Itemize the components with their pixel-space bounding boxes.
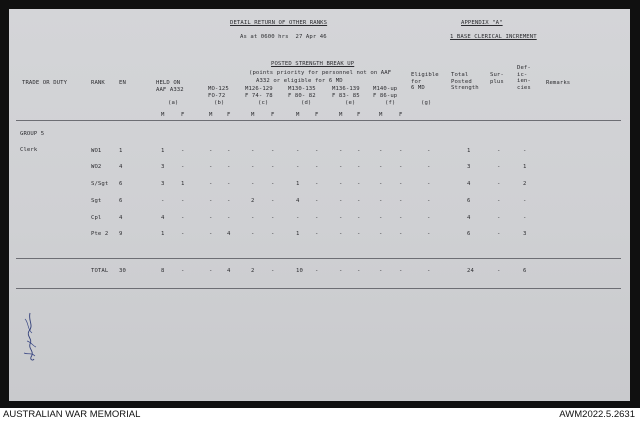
breakdown-sub2: A332 or eligible for 6 MD [256, 78, 343, 84]
rank-cell: Pte 2 [91, 231, 109, 237]
col-e-tag: (e) [345, 100, 356, 106]
document-sheet [9, 9, 630, 401]
value-cell: - [251, 231, 255, 237]
value-cell: - [379, 231, 383, 237]
value-cell: - [357, 148, 361, 154]
value-cell: - [379, 198, 383, 204]
total-value-cell: - [399, 268, 403, 274]
total-posted-cell: 3 [467, 164, 471, 170]
surplus-cell: - [497, 231, 501, 237]
deficiency-cell: - [523, 215, 527, 221]
mf-subheader-f: F [315, 112, 319, 118]
total-posted-cell: 1 [467, 148, 471, 154]
deficiency-cell: 1 [523, 164, 527, 170]
value-cell: 1 [296, 231, 300, 237]
total-value-cell: - [339, 268, 343, 274]
breakdown-sub1: (points priority for personnel not on AAF [249, 70, 392, 76]
value-cell: - [181, 198, 185, 204]
total-posted-cell: 6 [467, 231, 471, 237]
value-cell: - [357, 215, 361, 221]
col-held-tag: (a) [168, 100, 179, 106]
mf-subheader-f: F [357, 112, 361, 118]
total-value-cell: - [427, 268, 431, 274]
total-value-cell: 4 [227, 268, 231, 274]
value-cell: - [379, 148, 383, 154]
col-c-tag: (c) [258, 100, 269, 106]
col-f: M140-up F 86-up [373, 86, 398, 99]
handwritten-signature [21, 311, 43, 363]
value-cell: 1 [181, 181, 185, 187]
footer-institution: AUSTRALIAN WAR MEMORIAL [3, 409, 141, 420]
value-cell: - [339, 148, 343, 154]
en-cell: 6 [119, 198, 123, 204]
surplus-cell: - [497, 164, 501, 170]
value-cell: - [227, 198, 231, 204]
value-cell: - [379, 215, 383, 221]
col-en: EN [119, 80, 126, 86]
value-cell: - [271, 198, 275, 204]
value-cell: - [181, 164, 185, 170]
value-cell: - [209, 231, 213, 237]
value-cell: - [399, 231, 403, 237]
total-deficiency: 6 [523, 268, 527, 274]
col-surplus: Sur- plus [490, 72, 504, 85]
rank-cell: Sgt [91, 198, 102, 204]
value-cell: 1 [296, 181, 300, 187]
total-value-cell: - [315, 268, 319, 274]
value-cell: - [315, 198, 319, 204]
mf-subheader-f: F [399, 112, 403, 118]
value-cell: 3 [161, 181, 165, 187]
value-cell: - [209, 181, 213, 187]
col-b: MO-125 FO-72 [208, 86, 229, 99]
mf-subheader-f: F [271, 112, 275, 118]
value-cell: - [339, 231, 343, 237]
value-cell: 2 [251, 198, 255, 204]
value-cell: - [339, 215, 343, 221]
mf-subheader-m: M [339, 112, 343, 118]
value-cell: - [315, 148, 319, 154]
total-surplus: - [497, 268, 501, 274]
value-cell: - [315, 215, 319, 221]
col-c: M126-129 F 74- 78 [245, 86, 273, 99]
col-remarks: Remarks [546, 80, 571, 86]
total-value-cell: - [357, 268, 361, 274]
value-cell: - [296, 215, 300, 221]
breakdown-title: POSTED STRENGTH BREAK UP [271, 61, 355, 67]
rank-cell: S/Sgt [91, 181, 109, 187]
value-cell: - [379, 181, 383, 187]
mf-subheader-f: F [181, 112, 185, 118]
total-posted-cell: 4 [467, 181, 471, 187]
value-cell: - [399, 215, 403, 221]
value-cell: 4 [161, 215, 165, 221]
rank-cell: WO1 [91, 148, 102, 154]
col-eligible-tag: (g) [421, 100, 432, 106]
total-value-cell: - [379, 268, 383, 274]
value-cell: - [427, 231, 431, 237]
mf-subheader-f: F [227, 112, 231, 118]
archive-footer [0, 408, 640, 421]
surplus-cell: - [497, 198, 501, 204]
value-cell: - [227, 164, 231, 170]
col-total-posted: Total Posted Strength [451, 72, 479, 91]
value-cell: - [399, 164, 403, 170]
value-cell: 4 [227, 231, 231, 237]
appendix-label: APPENDIX "A" [461, 20, 503, 26]
as-at-date: As at 0600 hrs 27 Apr 46 [240, 34, 327, 40]
value-cell: - [427, 215, 431, 221]
deficiency-cell: 3 [523, 231, 527, 237]
en-cell: 4 [119, 215, 123, 221]
col-e: M136-139 F 83- 85 [332, 86, 360, 99]
value-cell: - [357, 198, 361, 204]
value-cell: 3 [161, 164, 165, 170]
value-cell: - [427, 148, 431, 154]
total-value-cell: - [181, 268, 185, 274]
col-rank: RANK [91, 80, 105, 86]
total-rule-bottom [16, 288, 621, 289]
value-cell: - [339, 164, 343, 170]
mf-subheader-m: M [379, 112, 383, 118]
total-value-cell: - [271, 268, 275, 274]
en-cell: 1 [119, 148, 123, 154]
en-cell: 9 [119, 231, 123, 237]
value-cell: - [339, 181, 343, 187]
value-cell: - [427, 164, 431, 170]
col-d: M130-135 F 80- 82 [288, 86, 316, 99]
value-cell: - [181, 231, 185, 237]
surplus-cell: - [497, 215, 501, 221]
mf-subheader-m: M [251, 112, 255, 118]
en-cell: 6 [119, 181, 123, 187]
mf-subheader-m: M [161, 112, 165, 118]
value-cell: - [315, 181, 319, 187]
col-deficiencies: Def- ic- ien- cies [517, 65, 531, 91]
total-value-cell: 2 [251, 268, 255, 274]
total-value-cell: 8 [161, 268, 165, 274]
deficiency-cell: - [523, 148, 527, 154]
value-cell: 1 [161, 148, 165, 154]
value-cell: - [209, 148, 213, 154]
value-cell: - [271, 231, 275, 237]
total-label: TOTAL [91, 268, 109, 274]
value-cell: - [251, 148, 255, 154]
col-d-tag: (d) [301, 100, 312, 106]
total-en-cell: 30 [119, 268, 126, 274]
rank-cell: WO2 [91, 164, 102, 170]
value-cell: - [296, 164, 300, 170]
value-cell: - [271, 148, 275, 154]
value-cell: - [399, 198, 403, 204]
total-posted-cell: 6 [467, 198, 471, 204]
value-cell: - [227, 215, 231, 221]
value-cell: - [271, 181, 275, 187]
value-cell: - [427, 181, 431, 187]
value-cell: - [271, 164, 275, 170]
value-cell: - [339, 198, 343, 204]
group-label: GROUP 5 [20, 131, 45, 137]
value-cell: 1 [161, 231, 165, 237]
deficiency-cell: - [523, 198, 527, 204]
col-f-tag: (f) [385, 100, 396, 106]
unit-name: 1 BASE CLERICAL INCREMENT [450, 34, 537, 40]
value-cell: - [209, 198, 213, 204]
value-cell: - [427, 198, 431, 204]
col-b-tag: (b) [214, 100, 225, 106]
value-cell: - [271, 215, 275, 221]
value-cell: - [227, 148, 231, 154]
mf-subheader-m: M [296, 112, 300, 118]
document-title: DETAIL RETURN OF OTHER RANKS [230, 20, 328, 26]
col-eligible: Eligible for 6 MD [411, 72, 439, 91]
value-cell: - [357, 164, 361, 170]
total-value-cell: 10 [296, 268, 303, 274]
value-cell: - [296, 148, 300, 154]
total-value-cell: - [209, 268, 213, 274]
trade-label: Clerk [20, 147, 38, 153]
col-trade: TRADE OR DUTY [22, 80, 68, 86]
total-posted-total: 24 [467, 268, 474, 274]
col-held-on: HELD ON AAF A332 [156, 80, 184, 93]
value-cell: - [315, 231, 319, 237]
value-cell: - [209, 164, 213, 170]
footer-accession-id: AWM2022.5.2631 [559, 409, 635, 420]
value-cell: - [161, 198, 165, 204]
value-cell: - [357, 181, 361, 187]
value-cell: - [251, 164, 255, 170]
value-cell: - [181, 215, 185, 221]
mf-subheader-m: M [209, 112, 213, 118]
value-cell: - [399, 181, 403, 187]
surplus-cell: - [497, 148, 501, 154]
value-cell: - [399, 148, 403, 154]
value-cell: 4 [296, 198, 300, 204]
en-cell: 4 [119, 164, 123, 170]
surplus-cell: - [497, 181, 501, 187]
value-cell: - [209, 215, 213, 221]
value-cell: - [315, 164, 319, 170]
total-posted-cell: 4 [467, 215, 471, 221]
value-cell: - [227, 181, 231, 187]
value-cell: - [251, 181, 255, 187]
deficiency-cell: 2 [523, 181, 527, 187]
rank-cell: Cpl [91, 215, 102, 221]
total-rule-top [16, 258, 621, 259]
value-cell: - [379, 164, 383, 170]
value-cell: - [251, 215, 255, 221]
value-cell: - [181, 148, 185, 154]
header-rule [16, 120, 621, 121]
value-cell: - [357, 231, 361, 237]
